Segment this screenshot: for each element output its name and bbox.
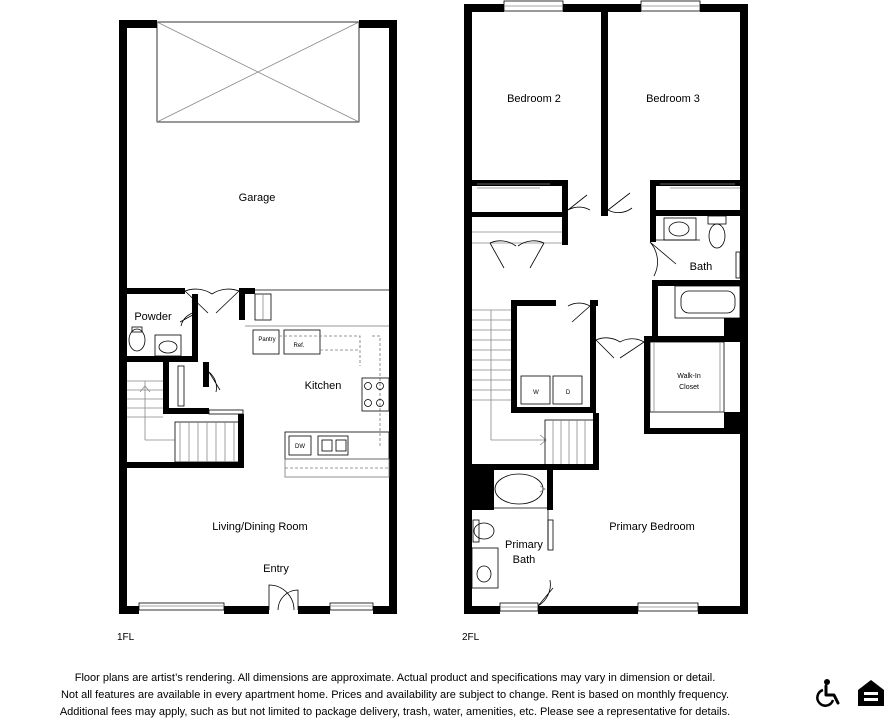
pantry-label: Pantry	[258, 337, 276, 343]
equal-housing-opportunity-icon	[856, 678, 886, 713]
disclaimer	[0, 670, 790, 721]
bedroom-3-label: Bedroom 3	[646, 93, 700, 105]
washer-label: W	[533, 390, 539, 396]
disclaimer-line-1: Floor plans are artist’s rendering. All dimensions are approximate. Actual product and specifications may vary in dimension or detail.	[74, 672, 716, 684]
floor-1-label: 1FL	[117, 632, 135, 643]
garage-label: Garage	[238, 192, 276, 204]
dryer-label: D	[565, 390, 571, 396]
disclaimer-line-3: Additional fees may apply, such as but not limited to package delivery, trash, water, amenities, etc. Please see a representative for details.	[59, 706, 731, 718]
primary-bath-label-line2: Bath	[512, 554, 536, 566]
primary-bath-label-line1: Primary	[505, 539, 543, 551]
walk-in-closet-label-line2: Closet	[679, 384, 699, 391]
dishwasher-label: DW	[295, 444, 305, 450]
wheelchair-accessible-icon	[815, 678, 845, 713]
primary-bedroom-label: Primary Bedroom	[609, 521, 695, 533]
entry-label: Entry	[263, 563, 289, 575]
bedroom-2-label: Bedroom 2	[507, 93, 561, 105]
floor-2-label: 2FL	[462, 632, 480, 643]
disclaimer-line-2: Not all features are available in every apartment home. Prices and availability are subject to change. Rent is based on monthly frequency.	[60, 689, 730, 701]
kitchen-label: Kitchen	[304, 380, 342, 392]
walk-in-closet-label-line1: Walk-In	[677, 373, 701, 380]
living-dining-label: Living/Dining Room	[212, 521, 308, 533]
bath-label: Bath	[689, 261, 713, 273]
refrigerator-label: Ref.	[293, 343, 305, 349]
powder-label: Powder	[134, 311, 172, 323]
